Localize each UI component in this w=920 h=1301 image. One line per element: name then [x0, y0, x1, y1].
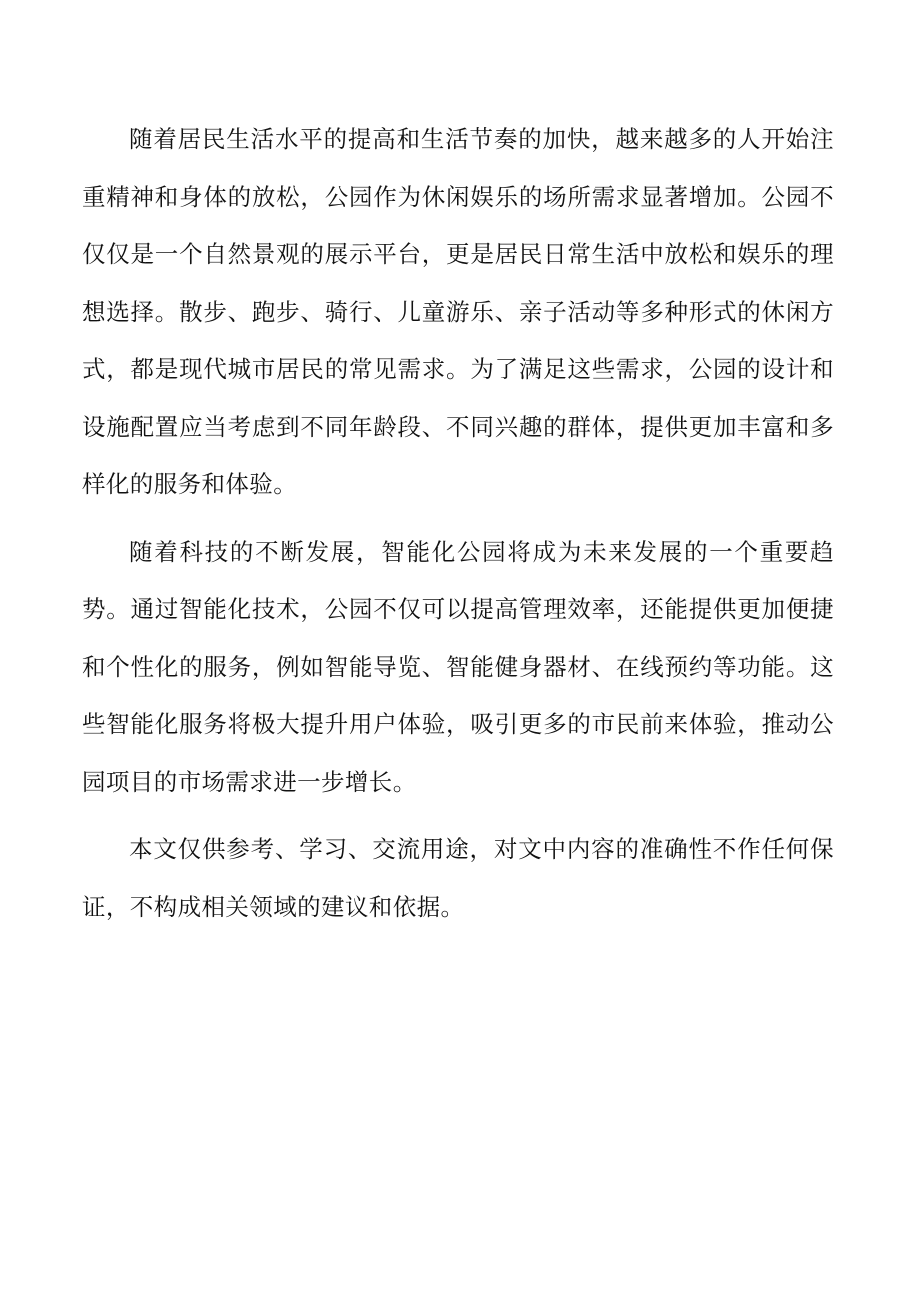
document-body [82, 111, 834, 946]
paragraph-smart-park: 随着科技的不断发展，智能化公园将成为未来发展的一个重要趋势。通过智能化技术，公园不仅可以提高管理效率，还能提供更加便捷和个性化的服务，例如智能导览、智能健身器材、在线预约等功能。这些智能化服务将极大提升用户体验，吸引更多的市民前来体验，推动公园项目的市场需求进一步增长。 [82, 537, 834, 796]
paragraph-park-demand: 随着居民生活水平的提高和生活节奏的加快，越来越多的人开始注重精神和身体的放松，公园作为休闲娱乐的场所需求显著增加。公园不仅仅是一个自然景观的展示平台，更是居民日常生活中放松和娱乐的理想选择。散步、跑步、骑行、儿童游乐、亲子活动等多种形式的休闲方式，都是现代城市居民的常见需求。为了满足这些需求，公园的设计和设施配置应当考虑到不同年龄段、不同兴趣的群体，提供更加丰富和多样化的服务和体验。 [82, 125, 834, 498]
paragraph-disclaimer: 本文仅供参考、学习、交流用途，对文中内容的准确性不作任何保证，不构成相关领域的建议和依据。 [82, 835, 834, 921]
